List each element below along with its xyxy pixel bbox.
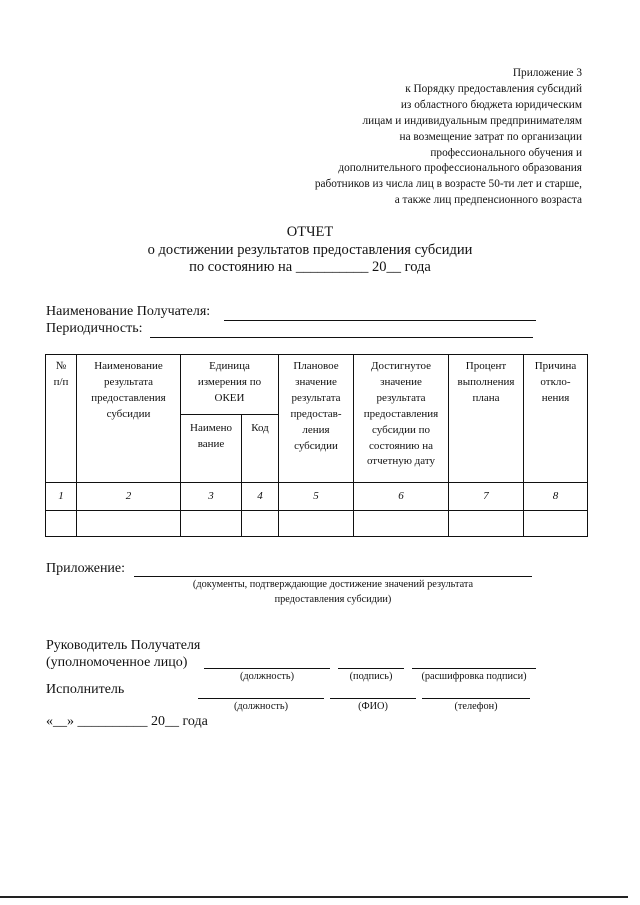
recipient-label: Наименование Получателя: xyxy=(46,304,211,319)
executor-caption-name: (ФИО) xyxy=(358,701,388,712)
table-cell[interactable] xyxy=(279,511,354,537)
header-unit-code: Код xyxy=(242,415,279,483)
appendix-header xyxy=(252,66,582,209)
column-number: 2 xyxy=(77,483,181,511)
head-caption-decode: (расшифровка подписи) xyxy=(421,671,527,682)
appendix-line: дополнительного профессионального образования xyxy=(338,162,582,175)
date-year: 20__ года xyxy=(371,259,431,275)
report-date-line xyxy=(0,259,620,276)
head-signature-input[interactable] xyxy=(338,668,404,669)
attachment-label: Приложение: xyxy=(46,561,126,576)
head-label-line1: Руководитель Получателя xyxy=(46,638,201,653)
header-result-name: Наименование результата предоставления субсидии xyxy=(77,355,181,483)
appendix-line: а также лиц предпенсионного возраста xyxy=(394,194,582,207)
table-cell[interactable] xyxy=(181,511,242,537)
executor-caption-phone: (телефон) xyxy=(454,701,498,712)
table-cell[interactable] xyxy=(46,511,77,537)
executor-position-input[interactable] xyxy=(198,698,324,699)
signature-date-line[interactable]: «__» __________ 20__ года xyxy=(46,714,208,729)
column-number: 3 xyxy=(181,483,242,511)
header-percent: Процент выполнения плана xyxy=(449,355,524,483)
head-label-line2: (уполномоченное лицо) xyxy=(46,655,188,670)
table-cell[interactable] xyxy=(77,511,181,537)
executor-caption-position: (должность) xyxy=(233,701,289,712)
report-table xyxy=(45,354,588,537)
date-prefix: по состоянию на xyxy=(189,259,293,275)
head-signature-decode-input[interactable] xyxy=(412,668,536,669)
report-title: ОТЧЕТ xyxy=(286,224,334,240)
head-caption-signature: (подпись) xyxy=(349,671,393,682)
column-number: 6 xyxy=(354,483,449,511)
column-number: 5 xyxy=(279,483,354,511)
page-bottom-divider xyxy=(0,896,628,898)
appendix-line: лицам и индивидуальным предпринимателям xyxy=(362,114,582,127)
appendix-line: на возмещение затрат по организации xyxy=(399,130,582,143)
table-cell[interactable] xyxy=(524,511,588,537)
attachment-caption-2: предоставления субсидии) xyxy=(274,594,392,605)
table-cell[interactable] xyxy=(354,511,449,537)
header-reason: Причина откло- нения xyxy=(524,355,588,483)
recipient-input[interactable] xyxy=(224,320,536,321)
table-cell[interactable] xyxy=(449,511,524,537)
table-cell[interactable] xyxy=(242,511,279,537)
periodicity-label: Периодичность: xyxy=(46,321,143,336)
executor-label: Исполнитель xyxy=(46,682,125,697)
head-position-input[interactable] xyxy=(204,668,330,669)
report-subtitle: о достижении результатов предоставления субсидии xyxy=(147,242,473,258)
appendix-line: профессионального обучения и xyxy=(430,146,582,159)
periodicity-input[interactable] xyxy=(150,337,533,338)
column-number: 8 xyxy=(524,483,588,511)
attachment-caption-1: (документы, подтверждающие достижение значений результата xyxy=(192,579,474,590)
appendix-line: к Порядку предоставления субсидий xyxy=(405,82,582,95)
appendix-line: Приложение 3 xyxy=(512,67,582,79)
column-number: 4 xyxy=(242,483,279,511)
column-number: 7 xyxy=(449,483,524,511)
header-achieved: Достигнутое значение результата предоставления субсидии по состоянию на отчетную дату xyxy=(354,355,449,483)
header-unit-name: Наимено вание xyxy=(181,415,242,483)
appendix-line: работников из числа лиц в возрасте 50-ти лет и старше, xyxy=(314,178,582,191)
header-num: № п/п xyxy=(46,355,77,483)
executor-phone-input[interactable] xyxy=(422,698,530,699)
executor-name-input[interactable] xyxy=(330,698,416,699)
table-row xyxy=(46,511,588,537)
header-unit: Единица измерения по ОКЕИ xyxy=(181,355,279,415)
date-blank[interactable]: __________ xyxy=(295,259,369,275)
attachment-input[interactable] xyxy=(134,576,532,577)
appendix-line: из областного бюджета юридическим xyxy=(400,98,582,111)
header-planned: Плановое значение результата предостав- ления субсидии xyxy=(279,355,354,483)
head-caption-position: (должность) xyxy=(239,671,295,682)
column-number: 1 xyxy=(46,483,77,511)
